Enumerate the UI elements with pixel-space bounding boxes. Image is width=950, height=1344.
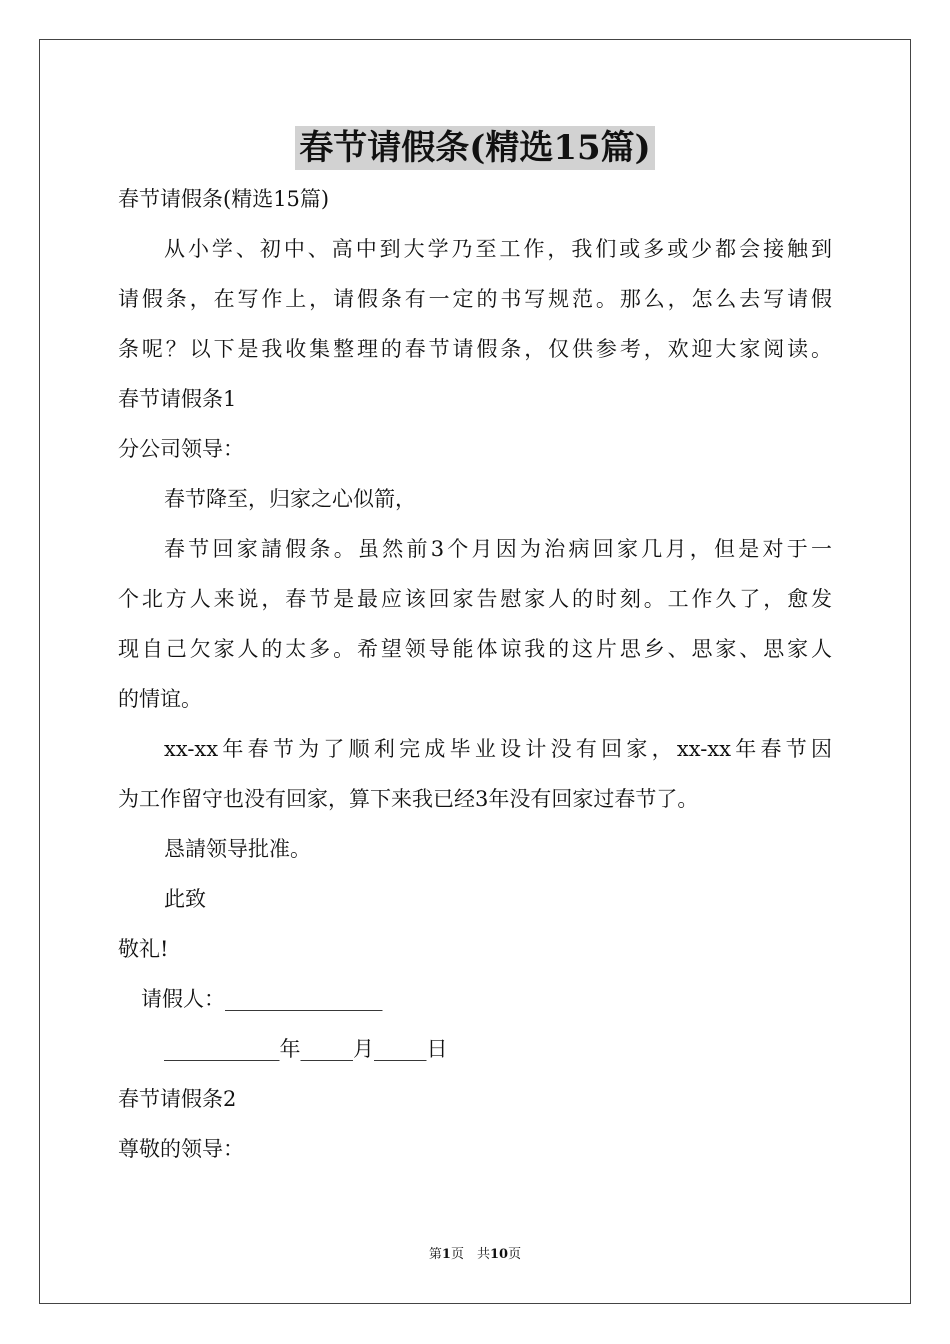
letter1-p3-line-2: 为工作留守也没有回家，算下来我已经3年没有回家过春节了。 [118,787,699,811]
letter1-closing-2: 敬礼! [118,937,169,961]
letter1-paragraph-1: 春节降至，归家之心似箭， [164,487,416,511]
letter1-p2-line-4: 的情谊。 [118,687,202,711]
subtitle: 春节请假条(精选15篇) [118,187,330,211]
letter1-p2-line-2: 个北方人来说，春节是最应该回家告慰家人的时刻。工作久了，愈发 [118,587,832,611]
title-text: 春节请假条(精选15篇) [295,126,655,170]
letter1-p3-line-1: xx-xx年春节为了顺利完成毕业设计没有回家，xx-xx年春节因 [164,737,832,761]
page-border [39,39,911,1304]
letter1-signer: 请假人：_______________ [141,987,383,1011]
letter1-date: ___________年_____月_____日 [164,1037,448,1061]
letter1-request: 恳請领导批准。 [164,837,311,861]
letter2-salutation: 尊敬的领导： [118,1137,244,1161]
letter1-closing-1: 此致 [164,887,206,911]
footer-suffix: 页 [508,1247,522,1262]
footer-total-pages: 10 [489,1247,509,1262]
letter2-heading: 春节请假条2 [118,1087,237,1111]
footer-current-page: 1 [441,1247,451,1262]
intro-line-2: 请假条，在写作上，请假条有一定的书写规范。那么，怎么去写请假 [118,287,832,311]
letter1-p2-line-3: 现自己欠家人的太多。希望领导能体谅我的这片思乡、思家、思家人 [118,637,832,661]
footer-mid: 页 共 [450,1247,490,1262]
letter1-heading: 春节请假条1 [118,387,237,411]
page-footer [0,1246,950,1264]
letter1-p2-line-1: 春节回家請假条。虽然前3个月因为治病回家几月，但是对于一 [164,537,832,561]
intro-line-3: 条呢？以下是我收集整理的春节请假条，仅供参考，欢迎大家阅读。 [118,337,832,361]
letter1-salutation: 分公司领导： [118,437,244,461]
footer-prefix: 第 [428,1247,442,1262]
intro-line-1: 从小学、初中、高中到大学乃至工作，我们或多或少都会接触到 [164,237,832,261]
document-title [0,126,950,170]
